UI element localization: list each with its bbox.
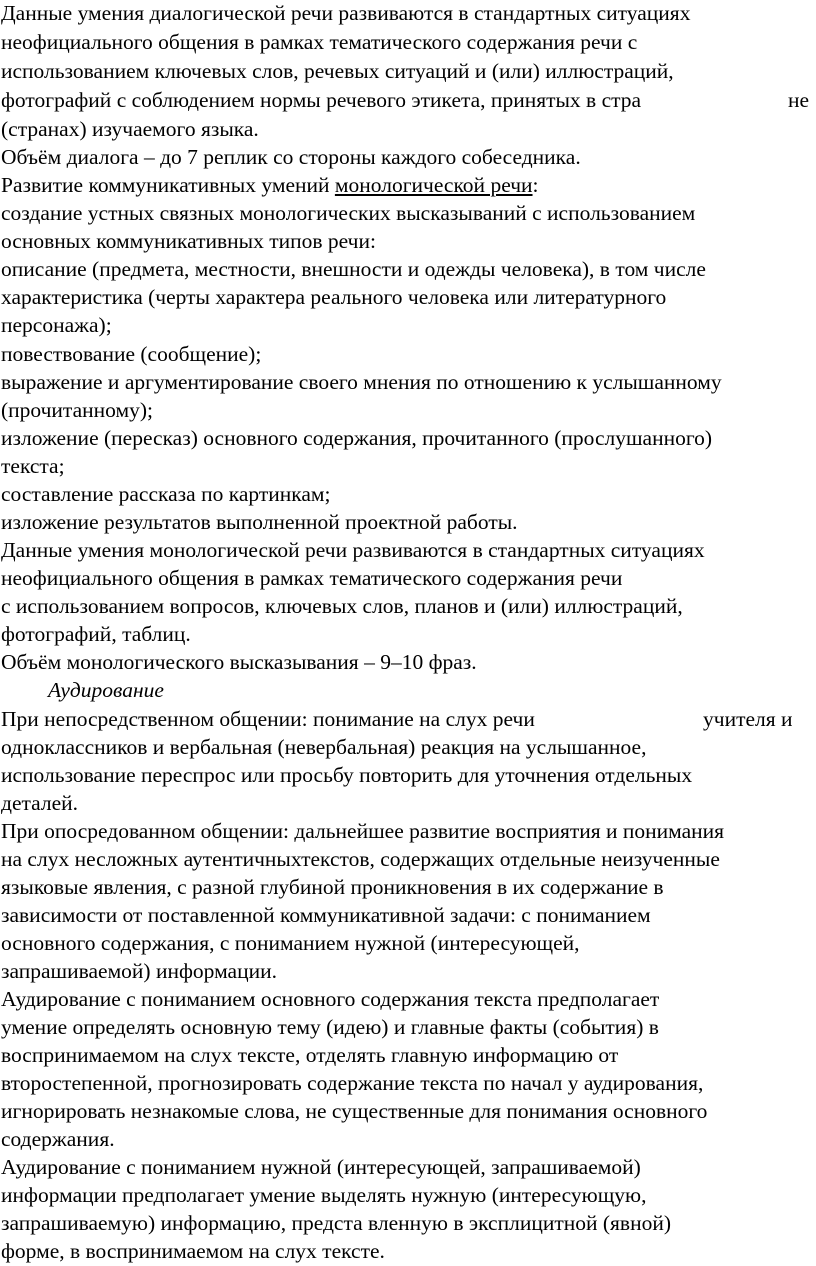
- text-line: языковые явления, с разной глубиной проникновения в их содержание в: [1, 875, 664, 899]
- text-line: форме, в воспринимаемом на слух тексте.: [1, 1239, 385, 1263]
- text-line-fragment: не: [788, 88, 810, 112]
- underlined-heading: монологической речи: [334, 173, 533, 197]
- text-fragment: Развитие коммуникативных умений: [1, 173, 330, 197]
- text-line: основных коммуникативных типов речи:: [1, 229, 376, 253]
- text-line: фотографий с соблюдением нормы речевого этикета, принятых в стра: [1, 88, 642, 112]
- section-heading: Аудирование: [48, 678, 164, 702]
- text-line-fragment: учителя и: [703, 707, 793, 731]
- text-line: фотографий, таблиц.: [1, 622, 191, 646]
- text-line: деталей.: [1, 791, 79, 815]
- text-line: Объём монологического высказывания – 9–10 фраз.: [1, 650, 477, 674]
- text-line: основного содержания, с пониманием нужной (интересующей,: [1, 931, 580, 955]
- text-line: зависимости от поставленной коммуникативной задачи: с пониманием: [1, 903, 651, 927]
- text-line: При опосредованном общении: дальнейшее развитие восприятия и понимания: [1, 819, 725, 843]
- text-line: [1, 172, 539, 199]
- text-line: информации предполагает умение выделять нужную (интересующую,: [1, 1183, 647, 1207]
- text-line: неофициального общения в рамках тематического содержания речи: [1, 566, 623, 590]
- text-line: Данные умения монологической речи развиваются в стандартных ситуациях: [1, 538, 705, 562]
- text-line: Данные умения диалогической речи развиваются в стандартных ситуациях: [1, 1, 691, 25]
- text-line: умение определять основную тему (идею) и главные факты (события) в: [1, 1015, 659, 1039]
- text-line: составление рассказа по картинкам;: [1, 482, 331, 506]
- text-line: запрашиваемой) информации.: [1, 959, 277, 983]
- text-line: игнорировать незнакомые слова, не существенные для понимания основного: [1, 1099, 708, 1123]
- text-line: использование переспрос или просьбу повторить для уточнения отдельных: [1, 763, 693, 787]
- text-line: создание устных связных монологических высказываний с использованием: [1, 201, 696, 225]
- text-line: (странах) изучаемого языка.: [1, 117, 259, 141]
- text-line: изложение результатов выполненной проектной работы.: [1, 510, 518, 534]
- text-line: При непосредственном общении: понимание на слух речи: [1, 707, 535, 731]
- text-line: неофициального общения в рамках тематического содержания речи с: [1, 30, 638, 54]
- text-line: Объём диалога – до 7 реплик со стороны каждого собеседника.: [1, 145, 581, 169]
- text-line: использованием ключевых слов, речевых ситуаций и (или) иллюстраций,: [1, 59, 674, 83]
- text-line: на слух несложных аутентичныхтекстов, содержащих отдельные неизученные: [1, 847, 720, 871]
- text-line: изложение (пересказ) основного содержания, прочитанного (прослушанного): [1, 426, 713, 450]
- text-line: одноклассников и вербальная (невербальная) реакция на услышанное,: [1, 735, 647, 759]
- text-line: текста;: [1, 454, 65, 478]
- text-line: выражение и аргументирование своего мнения по отношению к услышанному: [1, 370, 722, 394]
- text-line: воспринимаемом на слух тексте, отделять главную информацию от: [1, 1043, 619, 1067]
- text-line: характеристика (черты характера реального человека или литературного: [1, 285, 667, 309]
- text-fragment: :: [532, 173, 539, 197]
- text-line: с использованием вопросов, ключевых слов, планов и (или) иллюстраций,: [1, 594, 683, 618]
- text-line: описание (предмета, местности, внешности и одежды человека), в том числе: [1, 257, 706, 281]
- text-line: запрашиваемую) информацию, предста вленную в эксплицитной (явной): [1, 1211, 671, 1235]
- text-line: содержания.: [1, 1127, 115, 1151]
- text-line: Аудирование с пониманием основного содержания текста предполагает: [1, 987, 660, 1011]
- text-line: (прочитанному);: [1, 398, 153, 422]
- text-line: Аудирование с пониманием нужной (интересующей, запрашиваемой): [1, 1155, 641, 1179]
- text-line: персонажа);: [1, 313, 112, 337]
- text-line: второстепенной, прогнозировать содержание текста по начал у аудирования,: [1, 1071, 704, 1095]
- text-line: повествование (сообщение);: [1, 342, 262, 366]
